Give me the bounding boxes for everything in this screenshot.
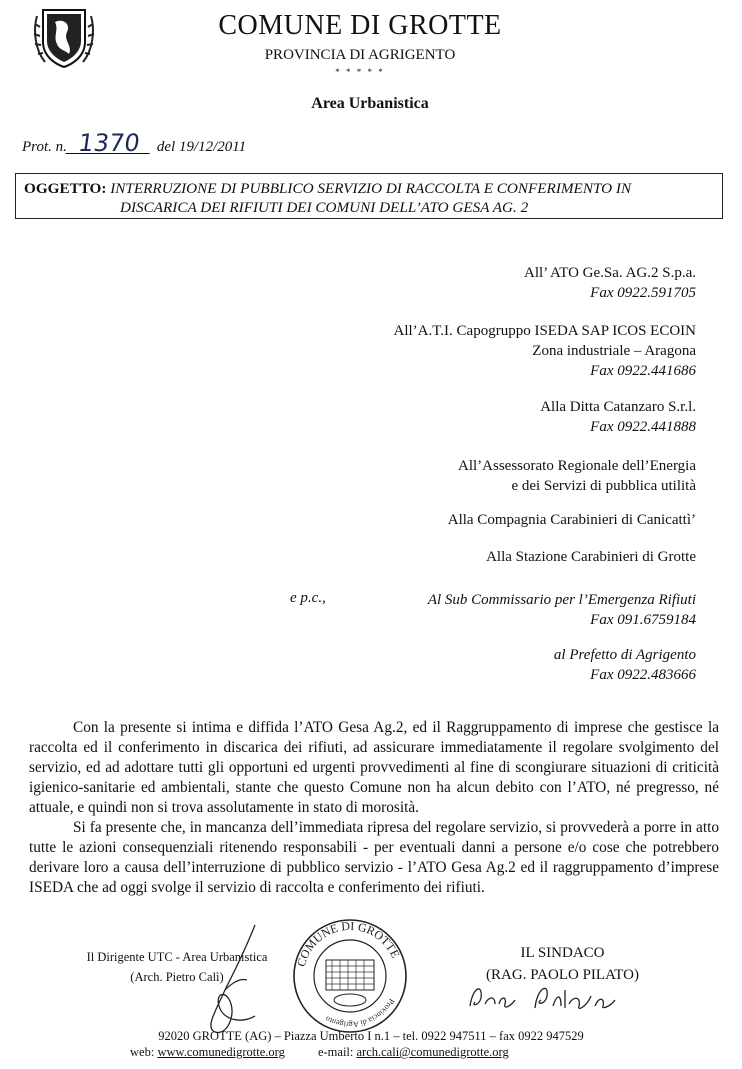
svg-text:COMUNE DI GROTTE: [294, 919, 403, 968]
recipient-ati: [394, 321, 697, 381]
body-paragraph-2: Si fa presente che, in mancanza dell’immediata ripresa del regolare servizio, si provvederà a porre in atto tutte le azioni consequenziali ritenendo responsabili - per eventuali danni a persone e/o cose che potrebbero derivare loro a causa dell’interruzione di pubblico servizio - l’ATO Gesa Ag.2 ed il raggruppamento d’imprese ISEDA che ad oggi svolge il servizio di raccolta e conferimento dei rifiuti.: [29, 819, 719, 896]
subject-line-2: DISCARICA DEI RIFIUTI DEI COMUNI DELL’ATO GESA AG. 2: [120, 199, 529, 216]
recipient-catanzaro: [540, 397, 696, 437]
recipient-fax: Fax 0922.483666: [590, 667, 696, 683]
stamp-outer-text: COMUNE DI GROTTE: [294, 918, 403, 969]
recipient-fax: Fax 0922.441888: [590, 419, 696, 435]
email-link[interactable]: arch.cali@comunedigrotte.org: [356, 1045, 509, 1059]
recipient-ato: [524, 263, 696, 303]
recipient-fax: Fax 0922.591705: [590, 285, 696, 301]
recipient-name: Alla Compagnia Carabinieri di Canicattì’: [447, 512, 696, 528]
dirigente-handwritten-signature: [185, 920, 295, 1040]
decorative-stars: * * * * *: [335, 67, 385, 77]
recipient-carabinieri-canicatti: [448, 510, 696, 530]
recipient-name: All’A.T.I. Capogruppo ISEDA SAP ICOS ECOIN: [393, 323, 696, 339]
footer-contacts: [130, 1045, 509, 1060]
recipient-carabinieri-grotte: [486, 547, 696, 567]
email-label: e-mail:: [317, 1045, 354, 1059]
municipality-title: COMUNE DI GROTTE: [218, 10, 502, 41]
letter-body: [29, 718, 719, 898]
website-link[interactable]: www.comunedigrotte.org: [157, 1045, 285, 1059]
province-subtitle: PROVINCIA DI AGRIGENTO: [264, 47, 456, 63]
recipient-prefetto: [554, 645, 696, 685]
stamp-inner-text: Provincia di Agrigento: [323, 997, 397, 1030]
recipient-address: Zona industriale – Aragona: [532, 343, 696, 359]
per-conoscenza-label: e p.c.,: [290, 590, 326, 606]
subject-line-1: INTERRUZIONE DI PUBBLICO SERVIZIO DI RACCOLTA E CONFERIMENTO IN: [110, 180, 632, 197]
protocol-number: 1370: [65, 133, 152, 154]
subject-label: OGGETTO:: [24, 180, 107, 197]
recipient-name: Al Sub Commissario per l’Emergenza Rifiuti: [427, 592, 696, 608]
recipient-name: All’ ATO Ge.Sa. AG.2 S.p.a.: [524, 265, 696, 281]
protocol-date: del 19/12/2011: [156, 139, 247, 155]
recipient-fax: Fax 0922.441686: [590, 363, 696, 379]
recipient-assessorato: [458, 456, 696, 496]
recipient-fax: Fax 091.6759184: [590, 612, 696, 628]
recipient-name: All’Assessorato Regionale dell’Energia: [458, 458, 696, 474]
web-label: web:: [130, 1045, 155, 1059]
footer-address: 92020 GROTTE (AG) – Piazza Umberto I n.1 – tel. 0922 947511 – fax 0922 947529: [158, 1029, 584, 1043]
recipient-name-cont: e dei Servizi di pubblica utilità: [511, 478, 696, 494]
subject-box: [15, 173, 723, 219]
recipient-name: Alla Ditta Catanzaro S.r.l.: [540, 399, 696, 415]
recipient-name: al Prefetto di Agrigento: [553, 647, 696, 663]
sindaco-name: (RAG. PAOLO PILATO): [486, 967, 639, 983]
sindaco-title: IL SINDACO: [520, 945, 605, 961]
recipient-name: Alla Stazione Carabinieri di Grotte: [486, 549, 696, 565]
department-heading: Area Urbanistica: [311, 95, 429, 112]
dirigente-title: Il Dirigente UTC - Area Urbanistica: [86, 950, 268, 964]
municipal-crest-logo: [33, 6, 95, 70]
dirigente-name: (Arch. Pietro Calì): [130, 970, 224, 984]
protocol-line: [22, 129, 247, 157]
body-paragraph-1: Con la presente si intima e diffida l’ATO Gesa Ag.2, ed il Raggruppamento di imprese che gestisce la raccolta ed il conferimento in discarica dei rifiuti, ad assicurare immediatamente il regolare svolgimento del servizio, ed ad adottare tutti gli opportuni ed urgenti provvedimenti al fine di scongiurare situazioni di criticità igienico-sanitarie ed ambientali, stante che questo Comune non ha alcun debito con l’ATO, né pregresso, né attuale, e quindi non si trova assolutamente in stato di morosità.: [29, 719, 719, 816]
sindaco-handwritten-signature: [465, 976, 625, 1016]
protocol-prefix: Prot. n.: [22, 139, 67, 155]
recipient-sub-commissario: [428, 590, 696, 630]
municipal-round-stamp: [290, 916, 410, 1036]
